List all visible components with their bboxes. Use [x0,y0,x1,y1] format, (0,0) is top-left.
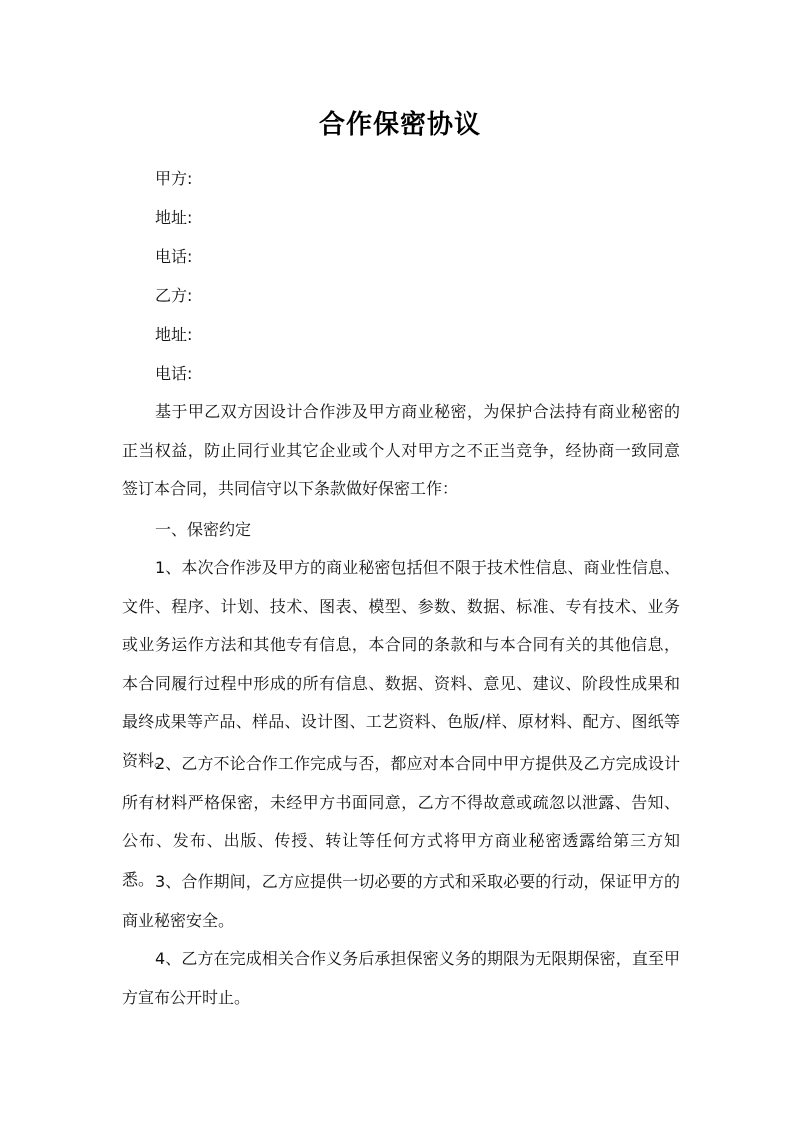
party-b-address-label: 地址: [155,325,193,344]
party-a-phone-label: 电话: [155,247,193,266]
section-1-heading: 一、保密约定 [155,520,252,539]
clause-2: 2、乙方不论合作工作完成与否，都应对本合同中甲方提供及乙方完成设计所有材料严格保密，未经甲方书面同意，乙方不得故意或疏忽以泄露、告知、公布、发布、出版、传授、转让等任何方式将甲方商业秘密透露给第三方知悉。 [122,754,680,889]
clause-1: 1、本次合作涉及甲方的商业秘密包括但不限于技术性信息、商业性信息、文件、程序、计划、技术、图表、模型、参数、数据、标准、专有技术、业务或业务运作方法和其他专有信息，本合同的条款和与本合同有关的其他信息，本合同履行过程中形成的所有信息、数据、资料、意见、建议、阶段性成果和最终成果等产品、样品、设计图、工艺资料、色版/样、原材料、配方、图纸等资料。 [122,558,680,770]
preamble-paragraph: 基于甲乙双方因设计合作涉及甲方商业秘密，为保护合法持有商业秘密的正当权益，防止同行业其它企业或个人对甲方之不正当竞争，经协商一致同意签订本合同，共同信守以下条款做好保密工作： [122,402,680,498]
party-a-name-label: 甲方: [155,169,193,188]
clause-3: 3、合作期间，乙方应提供一切必要的方式和采取必要的行动，保证甲方的商业秘密安全。 [122,872,680,930]
party-a-address-label: 地址: [155,208,193,227]
party-b-name-label: 乙方: [155,286,193,305]
clause-4: 4、乙方在完成相关合作义务后承担保密义务的期限为无限期保密，直至甲方宣布公开时止。 [122,949,680,1007]
party-b-phone-label: 电话: [155,364,193,383]
document-title: 合作保密协议 [318,110,481,140]
